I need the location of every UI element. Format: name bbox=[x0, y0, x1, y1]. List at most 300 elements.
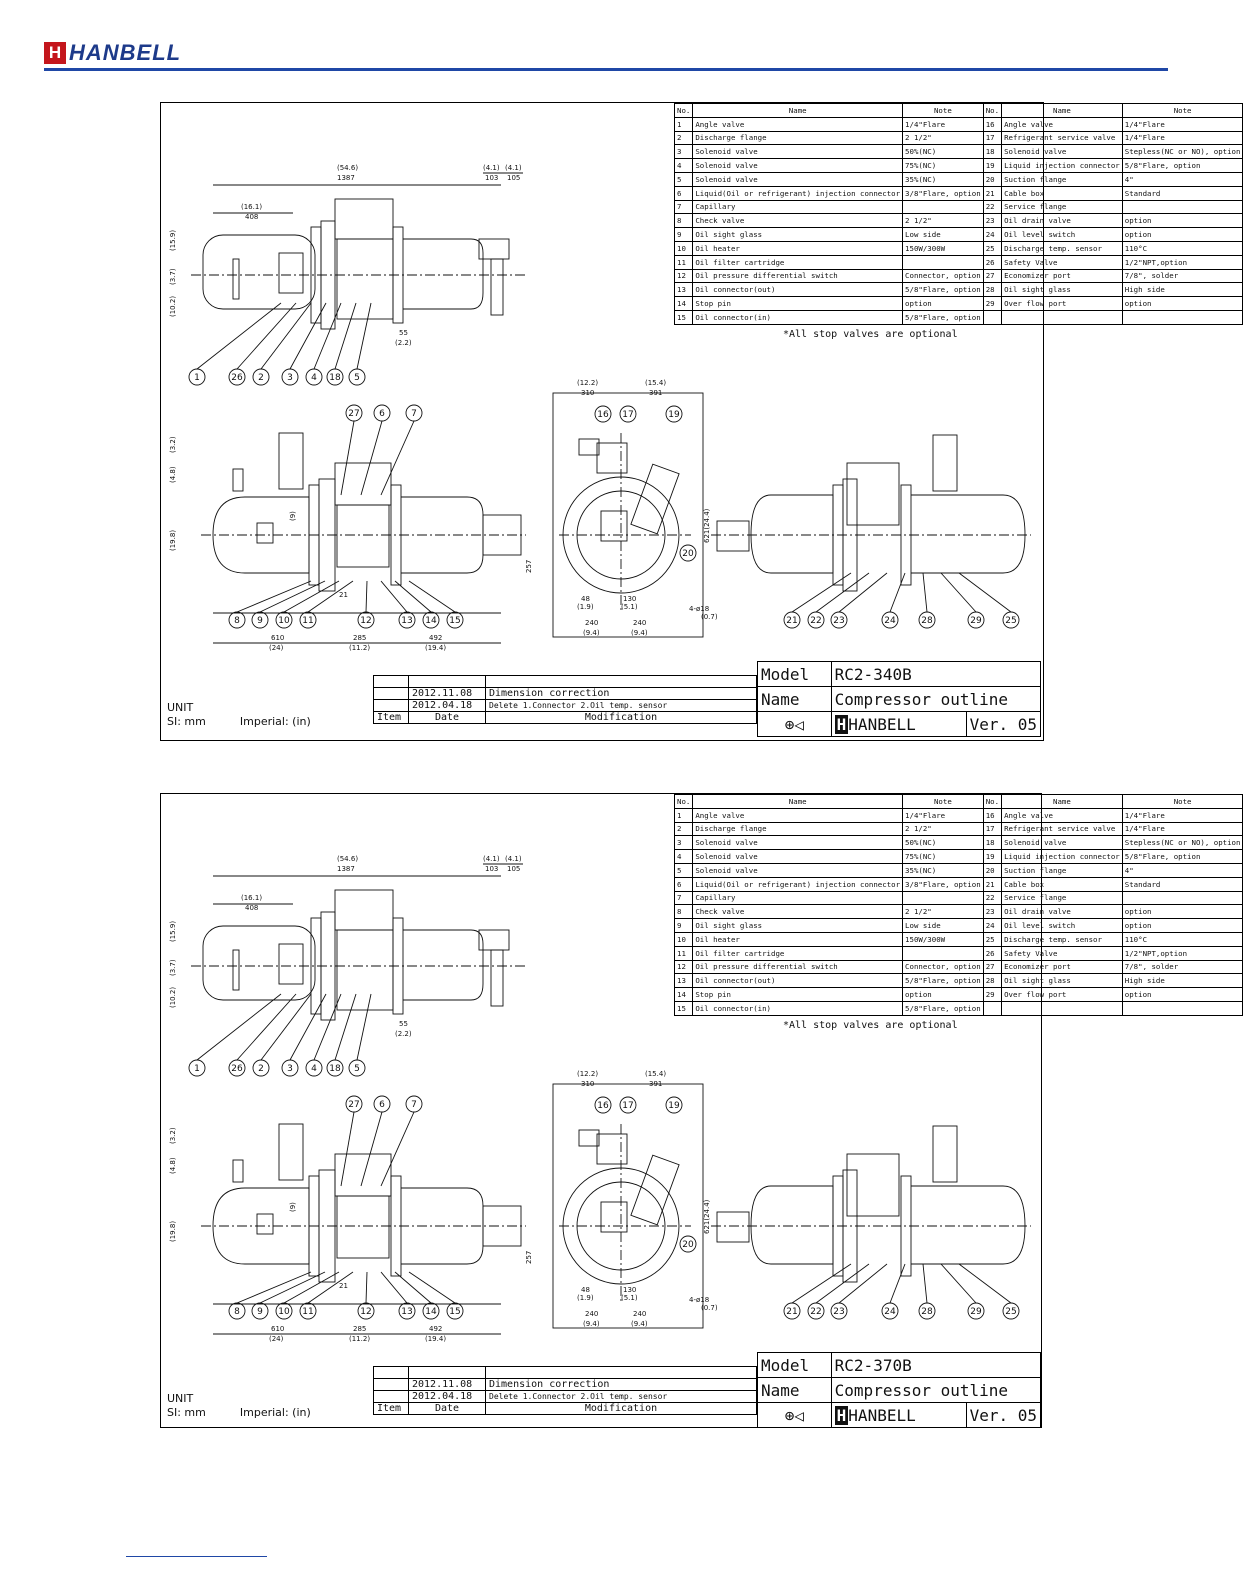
name-value: Compressor outline bbox=[831, 1378, 1040, 1403]
rev-date-cell: 2012.11.08 bbox=[409, 1379, 486, 1391]
parts-cell: Capillary bbox=[693, 891, 903, 905]
parts-table bbox=[674, 794, 1243, 1016]
parts-cell: 5/8"Flare, option bbox=[1122, 850, 1243, 864]
parts-cell: 7/8", solder bbox=[1122, 269, 1243, 283]
svg-text:22: 22 bbox=[810, 1307, 822, 1317]
parts-cell: Solenoid valve bbox=[693, 863, 903, 877]
parts-cell bbox=[1122, 891, 1243, 905]
svg-text:105: 105 bbox=[507, 174, 521, 182]
svg-text:(4.1): (4.1) bbox=[483, 855, 500, 863]
parts-cell: Refrigerant service valve bbox=[1002, 822, 1123, 836]
parts-cell: Solenoid valve bbox=[693, 836, 903, 850]
table-row bbox=[675, 905, 1243, 919]
parts-cell: Oil heater bbox=[693, 241, 903, 255]
parts-cell: Oil pressure differential switch bbox=[693, 269, 903, 283]
svg-text:(0.7): (0.7) bbox=[701, 613, 718, 621]
svg-text:2: 2 bbox=[258, 373, 264, 383]
parts-cell: 23 bbox=[983, 214, 1001, 228]
parts-cell: Solenoid valve bbox=[693, 159, 903, 173]
svg-text:(4.1): (4.1) bbox=[505, 164, 522, 172]
parts-cell: Angle valve bbox=[693, 117, 903, 131]
table-row bbox=[675, 145, 1243, 159]
parts-cell: Oil connector(in) bbox=[693, 1001, 903, 1015]
svg-text:(54.6): (54.6) bbox=[337, 164, 359, 172]
parts-cell: 1/4"Flare bbox=[1122, 808, 1243, 822]
parts-cell: Oil connector(out) bbox=[693, 283, 903, 297]
svg-text:14: 14 bbox=[425, 616, 437, 626]
rev-item-cell bbox=[374, 1367, 409, 1379]
svg-text:19: 19 bbox=[668, 1101, 680, 1111]
parts-cell: 4 bbox=[675, 159, 693, 173]
name-value: Compressor outline bbox=[831, 687, 1040, 712]
parts-cell: 2 1/2" bbox=[903, 131, 984, 145]
parts-cell: Economizer port bbox=[1002, 960, 1123, 974]
parts-cell: Angle valve bbox=[1002, 808, 1123, 822]
svg-text:(19.4): (19.4) bbox=[425, 644, 447, 652]
table-row bbox=[675, 988, 1243, 1002]
hanbell-logo bbox=[44, 40, 181, 66]
parts-cell: 1/4"Flare bbox=[1122, 131, 1243, 145]
parts-cell: 50%(NC) bbox=[903, 836, 984, 850]
parts-cell: 2 1/2" bbox=[903, 214, 984, 228]
parts-cell: Discharge temp. sensor bbox=[1002, 932, 1123, 946]
parts-cell: 24 bbox=[983, 919, 1001, 933]
parts-cell: Oil drain valve bbox=[1002, 905, 1123, 919]
parts-cell: 15 bbox=[675, 1001, 693, 1015]
name-label: Name bbox=[758, 1378, 832, 1403]
rev-mod-cell: Dimension correction bbox=[486, 1379, 757, 1391]
svg-text:(9): (9) bbox=[289, 1202, 297, 1212]
svg-text:3: 3 bbox=[287, 1064, 293, 1074]
revision-table bbox=[373, 1366, 757, 1415]
svg-text:55: 55 bbox=[399, 329, 408, 337]
table-row bbox=[675, 117, 1243, 131]
parts-cell bbox=[903, 946, 984, 960]
parts-cell: 75%(NC) bbox=[903, 159, 984, 173]
parts-cell: 29 bbox=[983, 988, 1001, 1002]
parts-cell: Discharge temp. sensor bbox=[1002, 241, 1123, 255]
parts-cell: Suction flange bbox=[1002, 863, 1123, 877]
svg-text:27: 27 bbox=[348, 1100, 360, 1110]
parts-cell: Oil sight glass bbox=[1002, 974, 1123, 988]
parts-cell: Discharge flange bbox=[693, 131, 903, 145]
svg-text:(5.1): (5.1) bbox=[621, 603, 638, 611]
table-row bbox=[675, 172, 1243, 186]
svg-text:22: 22 bbox=[810, 616, 822, 626]
unit-title: UNIT bbox=[167, 1392, 194, 1405]
ver-value: 05 bbox=[1017, 1405, 1037, 1425]
svg-text:7: 7 bbox=[411, 1100, 417, 1110]
parts-cell: option bbox=[1122, 905, 1243, 919]
rev-head-mod: Modification bbox=[486, 1403, 757, 1415]
svg-text:(3.7): (3.7) bbox=[169, 959, 177, 976]
table-row bbox=[675, 159, 1243, 173]
rev-head-item: Item bbox=[374, 712, 409, 724]
title-block bbox=[757, 661, 1041, 737]
parts-cell: 4" bbox=[1122, 172, 1243, 186]
title-logo-mark: H bbox=[836, 1405, 847, 1425]
parts-cell: 150W/300W bbox=[903, 932, 984, 946]
parts-cell: 13 bbox=[675, 974, 693, 988]
parts-cell: 17 bbox=[983, 131, 1001, 145]
rev-mod-cell: Dimension correction bbox=[486, 688, 757, 700]
parts-cell: Stepless(NC or NO), option bbox=[1122, 836, 1243, 850]
parts-cell: Oil connector(in) bbox=[693, 310, 903, 324]
svg-text:(15.4): (15.4) bbox=[645, 379, 667, 387]
parts-cell: 12 bbox=[675, 960, 693, 974]
svg-text:(16.1): (16.1) bbox=[241, 203, 263, 211]
table-row bbox=[675, 891, 1243, 905]
svg-text:(3.2): (3.2) bbox=[169, 436, 177, 453]
parts-cell: 14 bbox=[675, 297, 693, 311]
parts-cell: 27 bbox=[983, 960, 1001, 974]
svg-text:55: 55 bbox=[399, 1020, 408, 1028]
svg-text:24: 24 bbox=[884, 1307, 896, 1317]
parts-cell: High side bbox=[1122, 283, 1243, 297]
rev-head-date: Date bbox=[409, 712, 486, 724]
unit-imperial: Imperial: (in) bbox=[239, 715, 311, 728]
svg-text:25: 25 bbox=[1005, 1307, 1017, 1317]
svg-text:9: 9 bbox=[257, 616, 263, 626]
stop-valve-note: *All stop valves are optional bbox=[783, 1020, 958, 1031]
parts-cell: 25 bbox=[983, 241, 1001, 255]
svg-text:1: 1 bbox=[194, 1064, 200, 1074]
parts-cell: Low side bbox=[903, 228, 984, 242]
svg-text:103: 103 bbox=[485, 865, 499, 873]
parts-cell: 18 bbox=[983, 836, 1001, 850]
logo-mark: H bbox=[44, 42, 66, 64]
parts-header-cell: Name bbox=[693, 104, 903, 118]
parts-cell: Oil filter cartridge bbox=[693, 946, 903, 960]
ver-label: Ver. bbox=[969, 1405, 1009, 1425]
parts-cell: 6 bbox=[675, 877, 693, 891]
svg-text:17: 17 bbox=[622, 410, 634, 420]
parts-header-cell: Note bbox=[903, 795, 984, 809]
projection-symbol: ⊕◁ bbox=[758, 1403, 832, 1428]
svg-text:24: 24 bbox=[884, 616, 896, 626]
parts-cell: 27 bbox=[983, 269, 1001, 283]
rev-item-cell bbox=[374, 676, 409, 688]
parts-cell: 19 bbox=[983, 159, 1001, 173]
svg-text:13: 13 bbox=[401, 616, 413, 626]
parts-cell: 3/8"Flare, option bbox=[903, 186, 984, 200]
parts-cell: option bbox=[1122, 297, 1243, 311]
rev-item-cell bbox=[374, 700, 409, 712]
table-row bbox=[675, 850, 1243, 864]
svg-text:28: 28 bbox=[921, 1307, 933, 1317]
model-label: Model bbox=[758, 662, 832, 687]
parts-cell: Angle valve bbox=[1002, 117, 1123, 131]
footer-link[interactable] bbox=[126, 1556, 267, 1557]
model-value: RC2-340B bbox=[831, 662, 1040, 687]
parts-cell: 20 bbox=[983, 172, 1001, 186]
title-block bbox=[757, 1352, 1041, 1428]
parts-cell: Economizer port bbox=[1002, 269, 1123, 283]
drawing-sheet-2 bbox=[160, 793, 1241, 1428]
parts-header-cell: Note bbox=[1122, 104, 1243, 118]
back-view bbox=[711, 435, 1031, 591]
svg-text:15: 15 bbox=[449, 1307, 461, 1317]
table-row bbox=[675, 974, 1243, 988]
parts-cell: Oil filter cartridge bbox=[693, 255, 903, 269]
rev-head-mod: Modification bbox=[486, 712, 757, 724]
svg-text:(1.9): (1.9) bbox=[577, 603, 594, 611]
table-row bbox=[675, 297, 1243, 311]
parts-cell: 16 bbox=[983, 808, 1001, 822]
table-row bbox=[675, 310, 1243, 324]
svg-text:4: 4 bbox=[311, 1064, 317, 1074]
unit-imperial: Imperial: (in) bbox=[239, 1406, 311, 1419]
parts-cell: option bbox=[1122, 919, 1243, 933]
svg-text:(11.2): (11.2) bbox=[349, 1335, 371, 1343]
svg-text:1387: 1387 bbox=[337, 174, 355, 182]
rev-mod-cell bbox=[486, 676, 757, 688]
parts-cell: 1 bbox=[675, 117, 693, 131]
svg-text:(3.2): (3.2) bbox=[169, 1127, 177, 1144]
parts-cell: Oil level switch bbox=[1002, 919, 1123, 933]
svg-text:4: 4 bbox=[311, 373, 317, 383]
projection-symbol: ⊕◁ bbox=[758, 712, 832, 737]
parts-cell: 5/8"Flare, option bbox=[903, 1001, 984, 1015]
parts-cell: Safety Valve bbox=[1002, 255, 1123, 269]
svg-text:6: 6 bbox=[379, 409, 385, 419]
parts-cell: Solenoid valve bbox=[693, 850, 903, 864]
svg-text:492: 492 bbox=[429, 1325, 443, 1333]
parts-cell: Oil sight glass bbox=[693, 228, 903, 242]
svg-text:(9): (9) bbox=[289, 511, 297, 521]
rev-mod-cell: Delete 1.Connector 2.Oil temp. sensor bbox=[486, 1391, 757, 1403]
svg-text:(11.2): (11.2) bbox=[349, 644, 371, 652]
parts-cell: Oil sight glass bbox=[693, 919, 903, 933]
parts-cell bbox=[903, 200, 984, 214]
parts-cell: 14 bbox=[675, 988, 693, 1002]
parts-cell: Stepless(NC or NO), option bbox=[1122, 145, 1243, 159]
svg-text:391: 391 bbox=[649, 389, 663, 397]
parts-cell: option bbox=[1122, 228, 1243, 242]
rev-date-cell: 2012.04.18 bbox=[409, 700, 486, 712]
model-value: RC2-370B bbox=[831, 1353, 1040, 1378]
parts-cell: 110°C bbox=[1122, 932, 1243, 946]
parts-cell: 10 bbox=[675, 241, 693, 255]
svg-text:16: 16 bbox=[597, 1101, 609, 1111]
parts-cell: 1/2"NPT,option bbox=[1122, 946, 1243, 960]
unit-block bbox=[167, 701, 311, 729]
svg-text:240: 240 bbox=[633, 1310, 647, 1318]
parts-cell: Oil heater bbox=[693, 932, 903, 946]
parts-header-cell: No. bbox=[983, 104, 1001, 118]
svg-text:1387: 1387 bbox=[337, 865, 355, 873]
ver-label: Ver. bbox=[969, 714, 1009, 734]
parts-cell: 25 bbox=[983, 932, 1001, 946]
parts-cell: 21 bbox=[983, 877, 1001, 891]
parts-cell: Solenoid valve bbox=[1002, 836, 1123, 850]
svg-text:11: 11 bbox=[302, 1307, 314, 1317]
parts-cell: Oil connector(out) bbox=[693, 974, 903, 988]
parts-cell: Standard bbox=[1122, 877, 1243, 891]
parts-cell: 110°C bbox=[1122, 241, 1243, 255]
parts-cell: Liquid(Oil or refrigerant) injection connector bbox=[693, 186, 903, 200]
parts-cell bbox=[903, 255, 984, 269]
parts-cell: 1/4"Flare bbox=[1122, 822, 1243, 836]
parts-cell: 9 bbox=[675, 919, 693, 933]
svg-text:(1.9): (1.9) bbox=[577, 1294, 594, 1302]
parts-header-cell: Name bbox=[1002, 795, 1123, 809]
svg-text:18: 18 bbox=[329, 373, 341, 383]
parts-cell: 35%(NC) bbox=[903, 863, 984, 877]
parts-cell: Over flow port bbox=[1002, 988, 1123, 1002]
parts-cell: option bbox=[903, 297, 984, 311]
parts-cell: Oil level switch bbox=[1002, 228, 1123, 242]
parts-cell: 11 bbox=[675, 946, 693, 960]
parts-cell: 1/4"Flare bbox=[903, 808, 984, 822]
svg-text:257: 257 bbox=[525, 1250, 533, 1264]
svg-text:130: 130 bbox=[623, 595, 637, 603]
svg-text:6: 6 bbox=[379, 1100, 385, 1110]
svg-text:13: 13 bbox=[401, 1307, 413, 1317]
table-row bbox=[675, 808, 1243, 822]
unit-block bbox=[167, 1392, 311, 1420]
parts-cell bbox=[983, 1001, 1001, 1015]
rev-item-cell bbox=[374, 1391, 409, 1403]
parts-cell: 5/8"Flare, option bbox=[1122, 159, 1243, 173]
revision-table bbox=[373, 675, 757, 724]
svg-text:23: 23 bbox=[833, 616, 845, 626]
rev-head-date: Date bbox=[409, 1403, 486, 1415]
parts-cell bbox=[1122, 310, 1243, 324]
rev-date-cell bbox=[409, 1367, 486, 1379]
model-label: Model bbox=[758, 1353, 832, 1378]
svg-text:(19.8): (19.8) bbox=[169, 529, 177, 551]
svg-text:4-ø18: 4-ø18 bbox=[689, 605, 710, 613]
svg-text:(16.1): (16.1) bbox=[241, 894, 263, 902]
table-row bbox=[675, 877, 1243, 891]
parts-cell: 50%(NC) bbox=[903, 145, 984, 159]
svg-text:(0.7): (0.7) bbox=[701, 1304, 718, 1312]
title-brand: HANBELL bbox=[848, 714, 916, 734]
parts-cell: 22 bbox=[983, 891, 1001, 905]
svg-text:26: 26 bbox=[231, 373, 243, 383]
svg-text:9: 9 bbox=[257, 1307, 263, 1317]
svg-text:21: 21 bbox=[786, 1307, 798, 1317]
parts-cell: 11 bbox=[675, 255, 693, 269]
svg-text:(15.9): (15.9) bbox=[169, 920, 177, 942]
parts-cell: 18 bbox=[983, 145, 1001, 159]
table-row bbox=[675, 255, 1243, 269]
svg-text:(54.6): (54.6) bbox=[337, 855, 359, 863]
rev-head-item: Item bbox=[374, 1403, 409, 1415]
parts-header-cell: No. bbox=[675, 104, 693, 118]
parts-cell: 2 bbox=[675, 822, 693, 836]
table-row bbox=[675, 283, 1243, 297]
parts-cell bbox=[903, 891, 984, 905]
table-row bbox=[675, 200, 1243, 214]
svg-text:(15.9): (15.9) bbox=[169, 229, 177, 251]
svg-text:(19.4): (19.4) bbox=[425, 1335, 447, 1343]
parts-cell: Liquid injection connector bbox=[1002, 850, 1123, 864]
table-row bbox=[675, 946, 1243, 960]
parts-cell bbox=[1002, 1001, 1123, 1015]
back-view bbox=[711, 1126, 1031, 1282]
parts-cell: High side bbox=[1122, 974, 1243, 988]
svg-text:(2.2): (2.2) bbox=[395, 1030, 412, 1038]
svg-text:18: 18 bbox=[329, 1064, 341, 1074]
svg-text:21: 21 bbox=[786, 616, 798, 626]
svg-text:(15.4): (15.4) bbox=[645, 1070, 667, 1078]
parts-cell bbox=[1122, 1001, 1243, 1015]
parts-header-cell: No. bbox=[675, 795, 693, 809]
parts-cell: 28 bbox=[983, 283, 1001, 297]
parts-cell: 8 bbox=[675, 905, 693, 919]
parts-cell bbox=[983, 310, 1001, 324]
table-row bbox=[675, 919, 1243, 933]
parts-cell: Liquid injection connector bbox=[1002, 159, 1123, 173]
parts-cell: 20 bbox=[983, 863, 1001, 877]
svg-text:(4.1): (4.1) bbox=[483, 164, 500, 172]
parts-cell: Low side bbox=[903, 919, 984, 933]
parts-cell: 3/8"Flare, option bbox=[903, 877, 984, 891]
parts-cell: Solenoid valve bbox=[693, 172, 903, 186]
parts-cell: Connector, option bbox=[903, 269, 984, 283]
svg-text:310: 310 bbox=[581, 1080, 595, 1088]
svg-text:(4.1): (4.1) bbox=[505, 855, 522, 863]
svg-text:240: 240 bbox=[585, 619, 599, 627]
parts-cell: 1/2"NPT,option bbox=[1122, 255, 1243, 269]
svg-text:(4.8): (4.8) bbox=[169, 1157, 177, 1174]
parts-cell: 26 bbox=[983, 255, 1001, 269]
parts-cell: Refrigerant service valve bbox=[1002, 131, 1123, 145]
svg-text:(9.4): (9.4) bbox=[631, 629, 648, 637]
parts-cell: 29 bbox=[983, 297, 1001, 311]
parts-cell: 26 bbox=[983, 946, 1001, 960]
parts-cell: 21 bbox=[983, 186, 1001, 200]
svg-text:621(24.4): 621(24.4) bbox=[703, 508, 711, 543]
svg-text:48: 48 bbox=[581, 1286, 590, 1294]
parts-cell: Stop pin bbox=[693, 988, 903, 1002]
title-logo-mark: H bbox=[836, 714, 847, 734]
svg-text:(12.2): (12.2) bbox=[577, 379, 599, 387]
svg-text:25: 25 bbox=[1005, 616, 1017, 626]
parts-cell: 12 bbox=[675, 269, 693, 283]
parts-cell: 5 bbox=[675, 172, 693, 186]
table-row bbox=[675, 269, 1243, 283]
parts-cell: 150W/300W bbox=[903, 241, 984, 255]
svg-text:8: 8 bbox=[234, 1307, 240, 1317]
svg-text:(10.2): (10.2) bbox=[169, 986, 177, 1008]
svg-text:27: 27 bbox=[348, 409, 360, 419]
table-row bbox=[675, 863, 1243, 877]
rev-item-cell bbox=[374, 688, 409, 700]
parts-cell: 7 bbox=[675, 200, 693, 214]
parts-cell: Stop pin bbox=[693, 297, 903, 311]
parts-cell: 35%(NC) bbox=[903, 172, 984, 186]
svg-text:10: 10 bbox=[278, 1307, 290, 1317]
parts-cell: 23 bbox=[983, 905, 1001, 919]
parts-cell: 5/8"Flare, option bbox=[903, 974, 984, 988]
unit-si: SI: mm bbox=[167, 715, 206, 728]
parts-cell: 6 bbox=[675, 186, 693, 200]
parts-cell: 7/8", solder bbox=[1122, 960, 1243, 974]
svg-text:21: 21 bbox=[339, 1282, 348, 1290]
svg-text:310: 310 bbox=[581, 389, 595, 397]
svg-text:26: 26 bbox=[231, 1064, 243, 1074]
svg-text:103: 103 bbox=[485, 174, 499, 182]
parts-cell: 13 bbox=[675, 283, 693, 297]
svg-text:23: 23 bbox=[833, 1307, 845, 1317]
parts-cell: Discharge flange bbox=[693, 822, 903, 836]
svg-text:(9.4): (9.4) bbox=[583, 629, 600, 637]
svg-text:(19.8): (19.8) bbox=[169, 1220, 177, 1242]
svg-text:20: 20 bbox=[682, 549, 694, 559]
